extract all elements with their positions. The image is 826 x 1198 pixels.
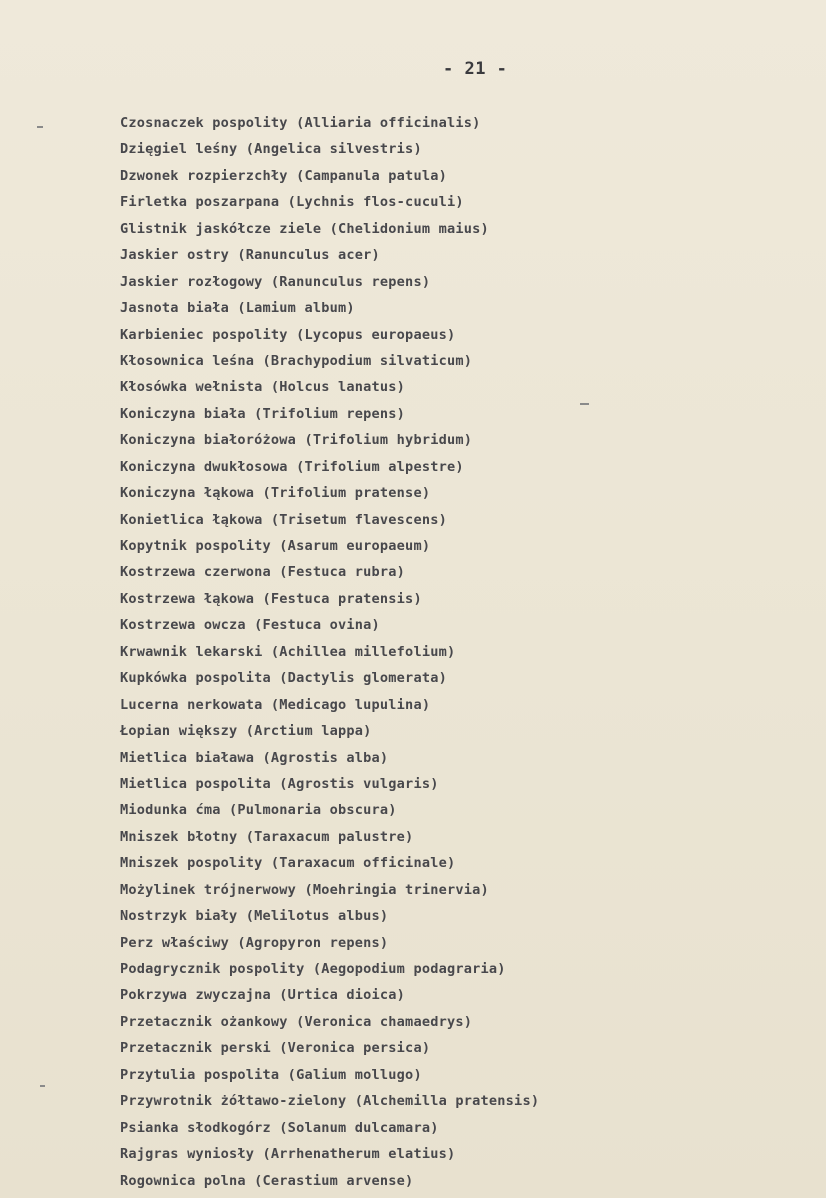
stray-mark bbox=[580, 403, 589, 405]
list-item: Karbieniec pospolity (Lycopus europaeus) bbox=[120, 326, 456, 343]
page-number: - 21 - bbox=[443, 59, 508, 79]
margin-mark bbox=[40, 1085, 45, 1087]
list-item: Krwawnik lekarski (Achillea millefolium) bbox=[120, 643, 456, 660]
list-item: Podagrycznik pospolity (Aegopodium podagraria) bbox=[120, 961, 506, 977]
list-item: Przetacznik perski (Veronica persica) bbox=[120, 1040, 431, 1057]
list-item: Koniczyna białoróżowa (Trifolium hybridum) bbox=[120, 432, 473, 449]
list-item: Przywrotnik żółtawo-zielony (Alchemilla pratensis) bbox=[120, 1093, 540, 1110]
list-item: Koniczyna biała (Trifolium repens) bbox=[120, 405, 406, 422]
list-item: Koniczyna dwukłosowa (Trifolium alpestre) bbox=[120, 458, 464, 475]
list-item: Łopian większy (Arctium lappa) bbox=[120, 723, 372, 740]
list-item: Jaskier rozłogowy (Ranunculus repens) bbox=[120, 273, 431, 290]
list-item: Kostrzewa owcza (Festuca ovina) bbox=[120, 617, 380, 634]
list-item: Kostrzewa czerwona (Festuca rubra) bbox=[120, 564, 406, 581]
list-item: Dzwonek rozpierzchły (Campanula patula) bbox=[120, 167, 447, 184]
list-item: Konietlica łąkowa (Trisetum flavescens) bbox=[120, 511, 447, 528]
list-item: Kupkówka pospolita (Dactylis glomerata) bbox=[120, 670, 447, 687]
list-item: Dzięgiel leśny (Angelica silvestris) bbox=[120, 141, 422, 158]
list-item: Nostrzyk biały (Melilotus albus) bbox=[120, 908, 389, 925]
list-item: Przytulia pospolita (Galium mollugo) bbox=[120, 1066, 422, 1083]
list-item: Lucerna nerkowata (Medicago lupulina) bbox=[120, 696, 431, 713]
list-item: Pokrzywa zwyczajna (Urtica dioica) bbox=[120, 987, 406, 1004]
plant-species-list bbox=[120, 110, 539, 1194]
list-item: Koniczyna łąkowa (Trifolium pratense) bbox=[120, 485, 431, 502]
margin-mark bbox=[37, 126, 43, 128]
list-item: Miodunka ćma (Pulmonaria obscura) bbox=[120, 802, 397, 819]
list-item: Rogownica polna (Cerastium arvense) bbox=[120, 1172, 414, 1189]
list-item: Glistnik jaskółcze ziele (Chelidonium maius) bbox=[120, 220, 489, 237]
list-item: Możylinek trójnerwowy (Moehringia trinervia) bbox=[120, 881, 489, 898]
list-item: Kłosówka wełnista (Holcus lanatus) bbox=[120, 379, 406, 396]
list-item: Jaskier ostry (Ranunculus acer) bbox=[120, 247, 380, 264]
list-item: Mietlica biaława (Agrostis alba) bbox=[120, 749, 389, 766]
list-item: Kopytnik pospolity (Asarum europaeum) bbox=[120, 538, 431, 554]
list-item: Przetacznik ożankowy (Veronica chamaedrys) bbox=[120, 1013, 473, 1030]
list-item: Kłosownica leśna (Brachypodium silvaticum) bbox=[120, 352, 473, 369]
list-item: Mniszek pospolity (Taraxacum officinale) bbox=[120, 855, 456, 872]
list-item: Psianka słodkogórz (Solanum dulcamara) bbox=[120, 1119, 439, 1136]
list-item: Firletka poszarpana (Lychnis flos-cuculi) bbox=[120, 194, 464, 211]
list-item: Mniszek błotny (Taraxacum palustre) bbox=[120, 828, 414, 845]
list-item: Kostrzewa łąkowa (Festuca pratensis) bbox=[120, 590, 422, 607]
list-item: Perz właściwy (Agropyron repens) bbox=[120, 934, 389, 951]
list-item: Rajgras wyniosły (Arrhenatherum elatius) bbox=[120, 1146, 456, 1163]
list-item: Czosnaczek pospolity (Alliaria officinalis) bbox=[120, 115, 481, 131]
list-item: Mietlica pospolita (Agrostis vulgaris) bbox=[120, 775, 439, 792]
list-item: Jasnota biała (Lamium album) bbox=[120, 300, 355, 317]
